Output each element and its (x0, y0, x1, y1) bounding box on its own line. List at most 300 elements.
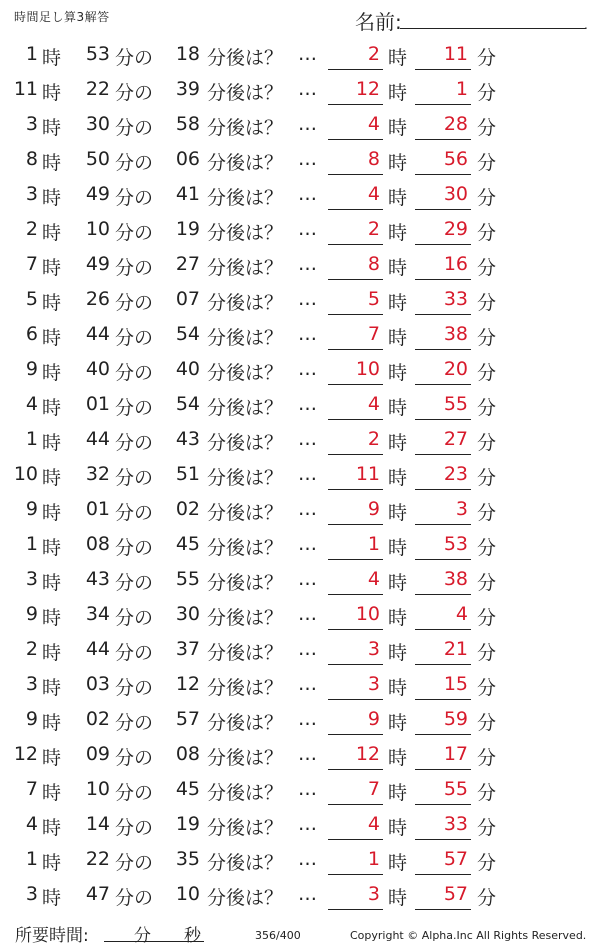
answer-minute-label: 分 (477, 852, 497, 874)
answer-hour-underline (328, 664, 383, 665)
minutes-later-label: 分後は？ (207, 257, 284, 279)
problem-row (0, 72, 600, 107)
hour-label: 時 (42, 747, 62, 769)
minute-of-label: 分の (115, 327, 154, 349)
ellipsis: … (298, 218, 317, 240)
answer-hour-label: 時 (388, 572, 408, 594)
start-hour: 8 (25, 148, 38, 170)
start-hour: 11 (13, 78, 38, 100)
problem-row (0, 422, 600, 457)
added-minutes: 40 (175, 358, 200, 380)
answer-hour-label: 時 (388, 222, 408, 244)
minutes-later-label: 分後は？ (207, 782, 284, 804)
problem-row (0, 562, 600, 597)
answer-minute-underline (415, 209, 471, 210)
start-hour: 6 (25, 323, 38, 345)
added-minutes: 45 (175, 778, 200, 800)
minute-of-label: 分の (115, 432, 154, 454)
answer-minute-label: 分 (477, 222, 497, 244)
answer-hour-label: 時 (388, 887, 408, 909)
answer-hour-label: 時 (388, 47, 408, 69)
answer-hour-label: 時 (388, 397, 408, 419)
answer-hour-label: 時 (388, 362, 408, 384)
answer-hour-label: 時 (388, 327, 408, 349)
answer-hour-label: 時 (388, 712, 408, 734)
answer-hour: 7 (367, 778, 380, 800)
answer-hour-label: 時 (388, 642, 408, 664)
hour-label: 時 (42, 187, 62, 209)
answer-hour: 3 (367, 673, 380, 695)
answer-minute: 16 (443, 253, 468, 275)
answer-minute-underline (415, 524, 471, 525)
answer-hour-label: 時 (388, 432, 408, 454)
minutes-later-label: 分後は？ (207, 502, 284, 524)
minutes-later-label: 分後は？ (207, 47, 284, 69)
minute-of-label: 分の (115, 257, 154, 279)
answer-minute-label: 分 (477, 747, 497, 769)
answer-hour-label: 時 (388, 257, 408, 279)
start-hour: 12 (13, 743, 38, 765)
answer-minute: 27 (443, 428, 468, 450)
answer-hour: 8 (367, 148, 380, 170)
ellipsis: … (298, 673, 317, 695)
answer-hour-label: 時 (388, 782, 408, 804)
problem-row (0, 772, 600, 807)
start-hour: 1 (25, 43, 38, 65)
added-minutes: 19 (175, 813, 200, 835)
minute-of-label: 分の (115, 887, 154, 909)
answer-minute: 23 (443, 463, 468, 485)
added-minutes: 06 (175, 148, 200, 170)
answer-minute: 38 (443, 323, 468, 345)
answer-hour-underline (328, 174, 383, 175)
start-hour: 10 (13, 463, 38, 485)
worksheet-title: 時間足し算3解答 (14, 10, 110, 24)
answer-hour-label: 時 (388, 187, 408, 209)
answer-minute: 17 (443, 743, 468, 765)
answer-minute: 55 (443, 778, 468, 800)
minute-of-label: 分の (115, 537, 154, 559)
answer-minute-underline (415, 314, 471, 315)
seconds-label: 秒 (184, 926, 201, 946)
answer-hour: 9 (367, 708, 380, 730)
start-hour: 1 (25, 428, 38, 450)
answer-hour: 1 (367, 848, 380, 870)
start-hour: 1 (25, 848, 38, 870)
ellipsis: … (298, 638, 317, 660)
answer-hour-underline (328, 734, 383, 735)
problem-row (0, 177, 600, 212)
start-minute: 44 (85, 638, 110, 660)
added-minutes: 39 (175, 78, 200, 100)
answer-minute-underline (415, 384, 471, 385)
answer-hour: 11 (355, 463, 380, 485)
start-minute: 09 (85, 743, 110, 765)
answer-hour-underline (328, 489, 383, 490)
answer-minute: 4 (455, 603, 468, 625)
answer-hour-label: 時 (388, 82, 408, 104)
ellipsis: … (298, 743, 317, 765)
problem-row (0, 282, 600, 317)
ellipsis: … (298, 848, 317, 870)
answer-minute: 15 (443, 673, 468, 695)
start-minute: 01 (85, 498, 110, 520)
answer-hour-underline (328, 279, 383, 280)
answer-minute-underline (415, 139, 471, 140)
problem-row (0, 457, 600, 492)
minute-of-label: 分の (115, 152, 154, 174)
minutes-label: 分 (134, 926, 151, 946)
start-minute: 22 (85, 78, 110, 100)
start-minute: 40 (85, 358, 110, 380)
ellipsis: … (298, 393, 317, 415)
start-hour: 4 (25, 813, 38, 835)
answer-minute-underline (415, 279, 471, 280)
minutes-later-label: 分後は？ (207, 82, 284, 104)
hour-label: 時 (42, 677, 62, 699)
page-number: 356/400 (255, 929, 301, 942)
added-minutes: 10 (175, 883, 200, 905)
problem-row (0, 107, 600, 142)
answer-minute-label: 分 (477, 47, 497, 69)
answer-minute: 28 (443, 113, 468, 135)
answer-minute-underline (415, 804, 471, 805)
hour-label: 時 (42, 292, 62, 314)
start-minute: 50 (85, 148, 110, 170)
answer-hour-label: 時 (388, 152, 408, 174)
start-hour: 2 (25, 638, 38, 660)
minute-of-label: 分の (115, 677, 154, 699)
minutes-later-label: 分後は？ (207, 887, 284, 909)
answer-minute-underline (415, 629, 471, 630)
answer-hour: 10 (355, 603, 380, 625)
ellipsis: … (298, 813, 317, 835)
answer-minute-label: 分 (477, 712, 497, 734)
answer-hour-underline (328, 699, 383, 700)
minute-of-label: 分の (115, 117, 154, 139)
start-minute: 02 (85, 708, 110, 730)
minutes-later-label: 分後は？ (207, 817, 284, 839)
answer-minute-underline (415, 489, 471, 490)
answer-minute-underline (415, 874, 471, 875)
answer-minute: 21 (443, 638, 468, 660)
answer-minute: 53 (443, 533, 468, 555)
answer-hour-underline (328, 629, 383, 630)
minute-of-label: 分の (115, 607, 154, 629)
answer-hour-underline (328, 559, 383, 560)
ellipsis: … (298, 463, 317, 485)
answer-minute-label: 分 (477, 187, 497, 209)
minute-of-label: 分の (115, 572, 154, 594)
ellipsis: … (298, 78, 317, 100)
start-minute: 53 (85, 43, 110, 65)
hour-label: 時 (42, 467, 62, 489)
start-hour: 9 (25, 498, 38, 520)
answer-hour: 8 (367, 253, 380, 275)
problem-list (0, 37, 600, 912)
answer-hour-underline (328, 139, 383, 140)
minute-of-label: 分の (115, 782, 154, 804)
start-minute: 43 (85, 568, 110, 590)
answer-minute-label: 分 (477, 397, 497, 419)
added-minutes: 54 (175, 323, 200, 345)
minutes-later-label: 分後は？ (207, 152, 284, 174)
answer-hour-underline (328, 909, 383, 910)
added-minutes: 43 (175, 428, 200, 450)
answer-hour: 4 (367, 113, 380, 135)
start-hour: 4 (25, 393, 38, 415)
answer-hour: 10 (355, 358, 380, 380)
answer-hour-underline (328, 384, 383, 385)
added-minutes: 30 (175, 603, 200, 625)
answer-hour: 12 (355, 78, 380, 100)
start-hour: 9 (25, 708, 38, 730)
start-hour: 3 (25, 673, 38, 695)
start-minute: 14 (85, 813, 110, 835)
start-minute: 32 (85, 463, 110, 485)
start-minute: 47 (85, 883, 110, 905)
start-hour: 9 (25, 358, 38, 380)
answer-minute: 57 (443, 848, 468, 870)
ellipsis: … (298, 883, 317, 905)
hour-label: 時 (42, 362, 62, 384)
answer-hour: 2 (367, 428, 380, 450)
hour-label: 時 (42, 82, 62, 104)
answer-minute-label: 分 (477, 572, 497, 594)
added-minutes: 37 (175, 638, 200, 660)
ellipsis: … (298, 778, 317, 800)
answer-minute: 1 (455, 78, 468, 100)
ellipsis: … (298, 148, 317, 170)
minutes-later-label: 分後は？ (207, 747, 284, 769)
answer-minute: 38 (443, 568, 468, 590)
hour-label: 時 (42, 817, 62, 839)
answer-hour: 7 (367, 323, 380, 345)
answer-hour: 3 (367, 883, 380, 905)
minute-of-label: 分の (115, 712, 154, 734)
ellipsis: … (298, 183, 317, 205)
answer-minute-underline (415, 104, 471, 105)
answer-hour-underline (328, 804, 383, 805)
minutes-later-label: 分後は？ (207, 607, 284, 629)
minutes-later-label: 分後は？ (207, 187, 284, 209)
problem-row (0, 737, 600, 772)
answer-minute-underline (415, 594, 471, 595)
minute-of-label: 分の (115, 852, 154, 874)
problem-row (0, 842, 600, 877)
minute-of-label: 分の (115, 642, 154, 664)
minute-of-label: 分の (115, 502, 154, 524)
start-minute: 26 (85, 288, 110, 310)
answer-hour-underline (328, 839, 383, 840)
problem-row (0, 632, 600, 667)
minute-of-label: 分の (115, 362, 154, 384)
answer-hour-underline (328, 209, 383, 210)
start-hour: 2 (25, 218, 38, 240)
added-minutes: 18 (175, 43, 200, 65)
added-minutes: 55 (175, 568, 200, 590)
added-minutes: 57 (175, 708, 200, 730)
problem-row (0, 212, 600, 247)
minutes-later-label: 分後は？ (207, 467, 284, 489)
ellipsis: … (298, 43, 317, 65)
minute-of-label: 分の (115, 817, 154, 839)
start-hour: 1 (25, 533, 38, 555)
ellipsis: … (298, 288, 317, 310)
answer-minute-label: 分 (477, 677, 497, 699)
answer-minute-label: 分 (477, 432, 497, 454)
answer-hour: 5 (367, 288, 380, 310)
problem-row (0, 667, 600, 702)
minutes-later-label: 分後は？ (207, 677, 284, 699)
answer-hour-label: 時 (388, 292, 408, 314)
answer-minute-underline (415, 454, 471, 455)
start-minute: 01 (85, 393, 110, 415)
problem-row (0, 387, 600, 422)
name-field[interactable] (400, 28, 586, 29)
answer-minute: 56 (443, 148, 468, 170)
start-minute: 10 (85, 778, 110, 800)
start-minute: 22 (85, 848, 110, 870)
copyright-notice: Copyright © Alpha.Inc All Rights Reserved. (350, 929, 587, 942)
hour-label: 時 (42, 607, 62, 629)
answer-minute-label: 分 (477, 257, 497, 279)
minute-of-label: 分の (115, 82, 154, 104)
answer-minute-label: 分 (477, 642, 497, 664)
minutes-later-label: 分後は？ (207, 432, 284, 454)
minutes-later-label: 分後は？ (207, 572, 284, 594)
answer-minute-underline (415, 664, 471, 665)
answer-minute-label: 分 (477, 152, 497, 174)
hour-label: 時 (42, 642, 62, 664)
added-minutes: 51 (175, 463, 200, 485)
start-minute: 44 (85, 428, 110, 450)
answer-minute-label: 分 (477, 502, 497, 524)
start-hour: 5 (25, 288, 38, 310)
minutes-later-label: 分後は？ (207, 222, 284, 244)
ellipsis: … (298, 113, 317, 135)
answer-hour: 4 (367, 183, 380, 205)
hour-label: 時 (42, 152, 62, 174)
hour-label: 時 (42, 887, 62, 909)
answer-hour-label: 時 (388, 537, 408, 559)
added-minutes: 35 (175, 848, 200, 870)
minutes-later-label: 分後は？ (207, 327, 284, 349)
answer-minute: 3 (455, 498, 468, 520)
minutes-later-label: 分後は？ (207, 362, 284, 384)
answer-hour: 3 (367, 638, 380, 660)
answer-hour-underline (328, 454, 383, 455)
answer-hour-underline (328, 69, 383, 70)
minutes-later-label: 分後は？ (207, 292, 284, 314)
start-minute: 34 (85, 603, 110, 625)
answer-hour-underline (328, 244, 383, 245)
answer-hour: 4 (367, 568, 380, 590)
time-required-label: 所要時間: (15, 926, 89, 946)
added-minutes: 27 (175, 253, 200, 275)
added-minutes: 12 (175, 673, 200, 695)
start-hour: 7 (25, 778, 38, 800)
hour-label: 時 (42, 502, 62, 524)
answer-hour-label: 時 (388, 502, 408, 524)
answer-hour-label: 時 (388, 852, 408, 874)
answer-minute-label: 分 (477, 782, 497, 804)
answer-minute-underline (415, 349, 471, 350)
answer-hour-underline (328, 419, 383, 420)
minute-of-label: 分の (115, 747, 154, 769)
answer-minute-underline (415, 734, 471, 735)
answer-minute-underline (415, 244, 471, 245)
answer-minute-underline (415, 174, 471, 175)
hour-label: 時 (42, 257, 62, 279)
added-minutes: 07 (175, 288, 200, 310)
start-minute: 44 (85, 323, 110, 345)
answer-hour: 12 (355, 743, 380, 765)
answer-hour-label: 時 (388, 817, 408, 839)
problem-row (0, 877, 600, 912)
start-minute: 49 (85, 253, 110, 275)
start-minute: 49 (85, 183, 110, 205)
answer-hour-label: 時 (388, 117, 408, 139)
ellipsis: … (298, 498, 317, 520)
ellipsis: … (298, 323, 317, 345)
answer-minute: 33 (443, 288, 468, 310)
minute-of-label: 分の (115, 47, 154, 69)
answer-hour: 1 (367, 533, 380, 555)
answer-minute: 57 (443, 883, 468, 905)
answer-hour-label: 時 (388, 607, 408, 629)
added-minutes: 41 (175, 183, 200, 205)
hour-label: 時 (42, 222, 62, 244)
minutes-later-label: 分後は？ (207, 642, 284, 664)
answer-hour: 2 (367, 43, 380, 65)
minutes-later-label: 分後は？ (207, 537, 284, 559)
hour-label: 時 (42, 782, 62, 804)
problem-row (0, 37, 600, 72)
answer-minute: 29 (443, 218, 468, 240)
hour-label: 時 (42, 47, 62, 69)
ellipsis: … (298, 708, 317, 730)
ellipsis: … (298, 253, 317, 275)
answer-minute-underline (415, 909, 471, 910)
minute-of-label: 分の (115, 187, 154, 209)
ellipsis: … (298, 428, 317, 450)
minute-of-label: 分の (115, 222, 154, 244)
answer-minute: 11 (443, 43, 468, 65)
problem-row (0, 247, 600, 282)
added-minutes: 02 (175, 498, 200, 520)
answer-hour-underline (328, 524, 383, 525)
hour-label: 時 (42, 852, 62, 874)
ellipsis: … (298, 568, 317, 590)
answer-minute: 30 (443, 183, 468, 205)
problem-row (0, 597, 600, 632)
answer-hour-underline (328, 314, 383, 315)
minute-of-label: 分の (115, 467, 154, 489)
hour-label: 時 (42, 572, 62, 594)
problem-row (0, 807, 600, 842)
answer-minute: 33 (443, 813, 468, 835)
hour-label: 時 (42, 712, 62, 734)
problem-row (0, 527, 600, 562)
answer-hour-label: 時 (388, 677, 408, 699)
start-hour: 3 (25, 883, 38, 905)
answer-hour-label: 時 (388, 747, 408, 769)
start-hour: 3 (25, 183, 38, 205)
answer-minute-underline (415, 839, 471, 840)
answer-hour-underline (328, 349, 383, 350)
minutes-later-label: 分後は？ (207, 397, 284, 419)
